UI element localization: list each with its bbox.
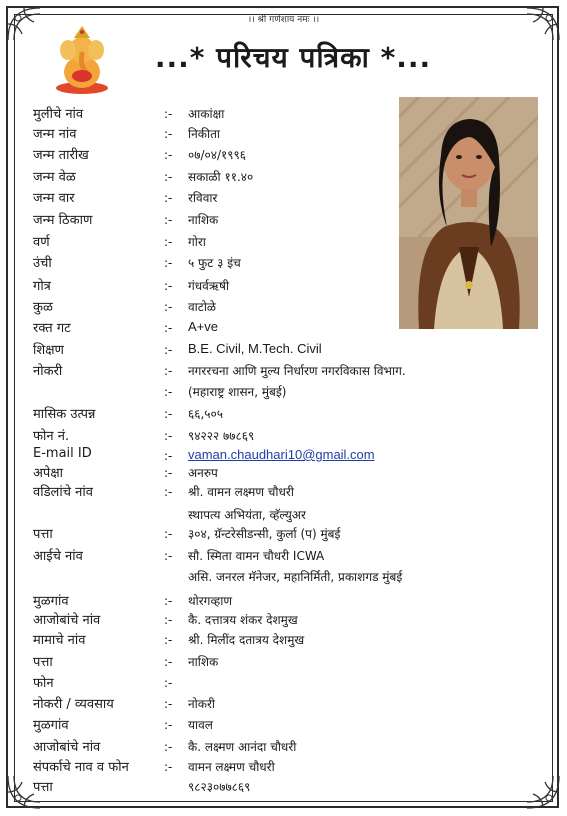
field-separator: :- — [164, 594, 173, 608]
field-label: उंची — [33, 256, 52, 271]
list-item — [0, 505, 567, 525]
field-label: नोकरी — [33, 364, 63, 379]
field-value: सौ. स्मिता वामन चौधरी ICWA — [188, 549, 325, 563]
field-label: नोकरी / व्यवसाय — [33, 697, 114, 712]
list-item — [0, 297, 567, 317]
field-label: E-mail ID — [33, 446, 92, 461]
blessing-text: ।। श्री गणेशाय नमः ।। — [247, 15, 320, 25]
list-item — [0, 652, 567, 672]
field-label: आईचे नांव — [33, 549, 83, 564]
field-separator: :- — [164, 676, 173, 690]
field-value: कै. लक्ष्मण आनंदा चौधरी — [188, 740, 297, 754]
field-separator: :- — [164, 191, 173, 205]
field-label: आजोबांचे नांव — [33, 740, 101, 755]
list-item — [0, 426, 567, 446]
field-separator: :- — [164, 148, 173, 162]
list-item — [0, 340, 567, 360]
email-link[interactable]: vaman.chaudhari10@gmail.com — [188, 447, 375, 462]
field-label: जन्म नांव — [33, 127, 77, 142]
field-value: रविवार — [188, 191, 218, 205]
list-item — [0, 104, 567, 124]
field-separator: :- — [164, 107, 173, 121]
field-value: निकीता — [188, 127, 221, 141]
field-separator: :- — [164, 527, 173, 541]
list-item — [0, 124, 567, 144]
list-item — [0, 253, 567, 273]
field-separator: :- — [164, 385, 173, 399]
field-value: श्री. मिलींद दतात्रय देशमुख — [188, 633, 305, 647]
field-label: वर्ण — [33, 235, 50, 250]
field-label: कुळ — [33, 300, 53, 315]
field-label: मुलीचे नांव — [33, 107, 84, 122]
field-separator: :- — [164, 127, 173, 141]
list-item — [0, 210, 567, 230]
field-label: वडिलांचे नांव — [33, 485, 93, 500]
list-item — [0, 673, 567, 693]
field-label: आजोबांचे नांव — [33, 613, 101, 628]
list-item — [0, 591, 567, 611]
field-value: यावल — [188, 718, 213, 732]
field-separator: :- — [164, 613, 173, 627]
field-separator: :- — [164, 633, 173, 647]
list-item — [0, 777, 567, 797]
field-value: ९४२२२ ७७८६९ — [188, 429, 255, 443]
list-item — [0, 145, 567, 165]
field-value: असि. जनरल मॅनेजर, महानिर्मिती, प्रकाशगड मुंबई — [188, 570, 403, 584]
field-value: नाशिक — [188, 213, 219, 227]
field-separator: :- — [164, 256, 173, 270]
field-separator: :- — [164, 485, 173, 499]
field-value: वाटोळे — [188, 300, 217, 314]
field-value: नगररचना आणि मुल्य निर्धारण नगरविकास विभाग. — [188, 364, 406, 378]
field-value: कै. दत्तात्रय शंकर देशमुख — [188, 613, 298, 627]
list-item — [0, 757, 567, 777]
field-value: (महाराष्ट्र शासन, मुंबई) — [188, 385, 287, 399]
field-label: पत्ता — [33, 780, 53, 795]
field-label: पत्ता — [33, 527, 53, 542]
list-item — [0, 167, 567, 187]
field-separator: :- — [164, 466, 173, 480]
field-separator: :- — [164, 718, 173, 732]
list-item — [0, 232, 567, 252]
field-separator: :- — [164, 213, 173, 227]
list-item — [0, 382, 567, 402]
list-item — [0, 737, 567, 757]
list-item — [0, 361, 567, 381]
field-label: मासिक उत्पन्न — [33, 407, 96, 422]
field-label: मुळगांव — [33, 594, 69, 609]
field-label: अपेक्षा — [33, 466, 64, 481]
field-label: मुळगांव — [33, 718, 69, 733]
field-value: A+ve — [188, 319, 218, 334]
list-item — [0, 546, 567, 566]
field-separator: :- — [164, 321, 173, 335]
field-separator: :- — [164, 170, 173, 184]
field-label: फोन — [33, 676, 54, 691]
field-value: सकाळी ११.४० — [188, 170, 254, 184]
field-value: श्री. वामन लक्ष्मण चौधरी — [188, 485, 294, 499]
field-value: नाशिक — [188, 655, 219, 669]
list-item — [0, 715, 567, 735]
list-item — [0, 463, 567, 483]
list-item — [0, 482, 567, 502]
field-value: ३०४, ग्रॅन्टरेसीडन्सी, कुर्ला (प) मुंबई — [188, 527, 341, 541]
field-label: शिक्षण — [33, 343, 64, 358]
field-separator: :- — [164, 429, 173, 443]
field-separator: :- — [164, 760, 173, 774]
ganesh-icon — [50, 26, 114, 96]
field-separator: :- — [164, 549, 173, 563]
list-item — [0, 276, 567, 296]
field-value: नोकरी — [188, 697, 216, 711]
field-label: मामाचे नांव — [33, 633, 86, 648]
field-value: आकांक्षा — [188, 107, 225, 121]
field-separator: :- — [164, 697, 173, 711]
field-value: ०७/०४/१९९६ — [188, 148, 247, 162]
field-separator: :- — [164, 279, 173, 293]
field-value: गोरा — [188, 235, 206, 249]
page-title: ...* परिचय पत्रिका *... — [154, 41, 432, 74]
field-value: वामन लक्ष्मण चौधरी — [188, 760, 275, 774]
field-value: ९८२३०७७८६९ — [188, 780, 251, 794]
field-separator: :- — [164, 235, 173, 249]
field-value: ५ फुट ३ इंच — [188, 256, 241, 270]
list-item — [0, 188, 567, 208]
field-label: जन्म तारीख — [33, 148, 89, 163]
field-value: थोरगव्हाण — [188, 594, 233, 608]
field-label: रक्त गट — [33, 321, 71, 336]
list-item — [0, 318, 567, 338]
field-label: गोत्र — [33, 279, 51, 294]
field-label: फोन नं. — [33, 429, 70, 444]
field-separator: :- — [164, 655, 173, 669]
field-separator: :- — [164, 407, 173, 421]
list-item — [0, 524, 567, 544]
list-item — [0, 404, 567, 424]
field-value: B.E. Civil, M.Tech. Civil — [188, 341, 322, 356]
field-separator: :- — [164, 364, 173, 378]
field-separator: :- — [164, 740, 173, 754]
field-label: संपर्काचे नाव व फोन — [33, 760, 129, 775]
field-value: अनरुप — [188, 466, 218, 480]
field-value: गंधर्वऋषी — [188, 279, 230, 293]
field-label: जन्म वार — [33, 191, 75, 206]
field-separator: :- — [164, 300, 173, 314]
field-label: जन्म वेळ — [33, 170, 76, 185]
field-value: ६६,५०५ — [188, 407, 224, 421]
field-value: स्थापत्य अभियंता, व्हॅल्युअर — [188, 508, 306, 522]
list-item — [0, 694, 567, 714]
field-label: पत्ता — [33, 655, 53, 670]
field-separator: :- — [164, 449, 173, 463]
list-item — [0, 610, 567, 630]
field-separator: :- — [164, 343, 173, 357]
list-item — [0, 630, 567, 650]
list-item — [0, 567, 567, 587]
field-label: जन्म ठिकाण — [33, 213, 93, 228]
